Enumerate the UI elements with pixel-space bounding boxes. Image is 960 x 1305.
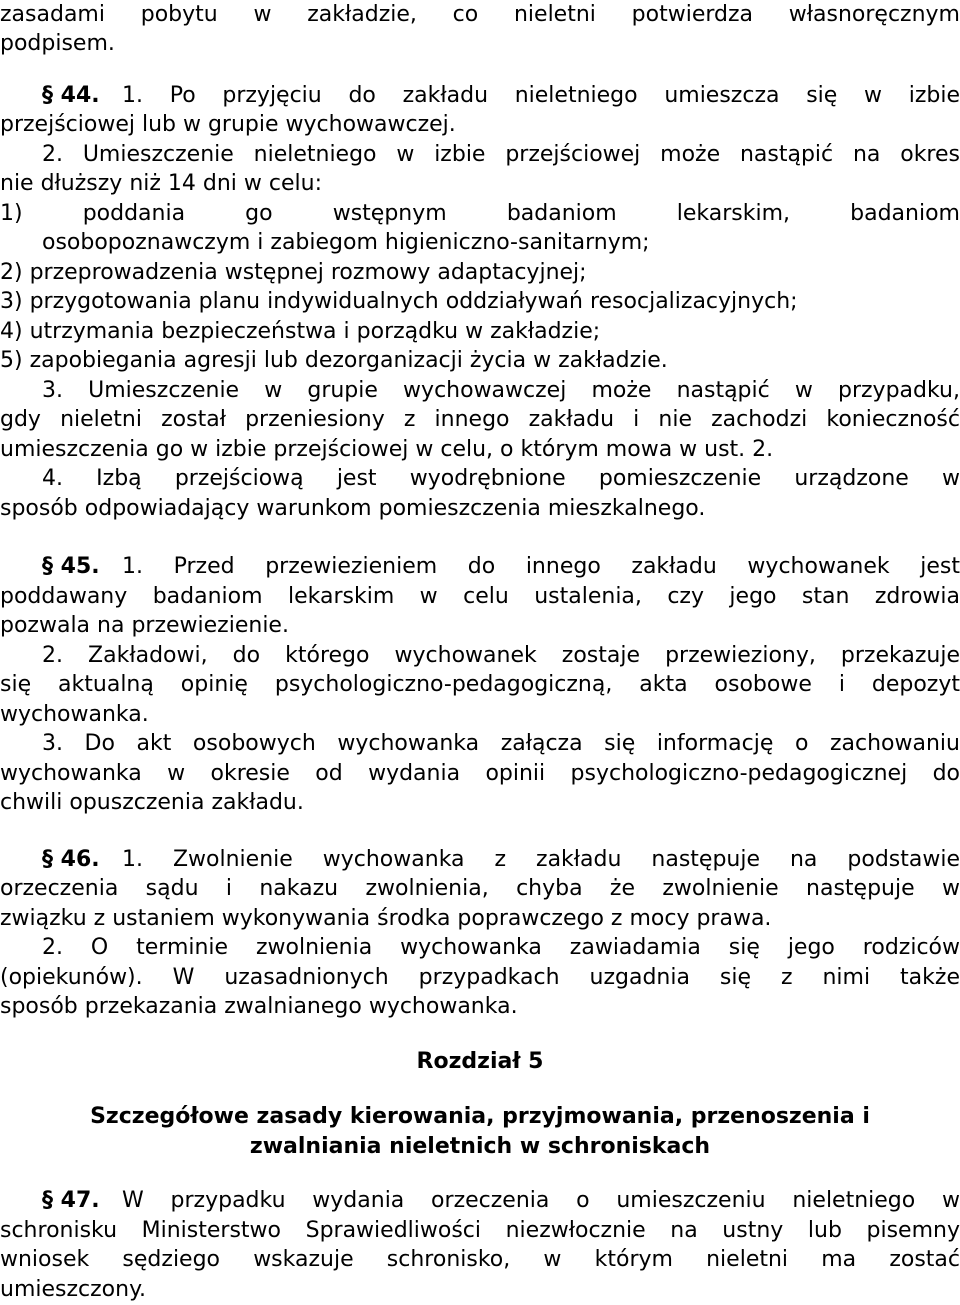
text-line: przejściowej lub w grupie wychowawczej. [0,112,456,137]
section-44-label: § 44. [42,83,100,108]
chapter-title: Szczegółowe zasady kierowania, przyjmowania, przenoszenia i [90,1104,870,1129]
list-item: 5) zapobiegania agresji lub dezorganizacji życia w zakładzie. [0,348,668,373]
text-line: W przypadku wydania orzeczenia o umieszczeniu nieletniego w [122,1188,960,1213]
list-item: 4) utrzymania bezpieczeństwa i porządku w zakładzie; [0,319,601,344]
text-line: 1. Po przyjęciu do zakładu nieletniego umieszcza się w izbie [122,83,960,108]
text-line: (opiekunów). W uzasadnionych przypadkach uzgadnia się z nimi także [0,965,960,990]
text-line: się aktualną opinię psychologiczno-pedagogiczną, akta osobowe i depozyt [0,672,960,697]
text-line: podpisem. [0,31,115,56]
chapter-heading: Rozdział 5 [416,1049,544,1074]
section-45-label: § 45. [42,554,100,579]
section-46-label: § 46. [42,847,100,872]
list-item: 2) przeprowadzenia wstępnej rozmowy adaptacyjnej; [0,260,587,285]
text-line: wniosek sędziego wskazuje schronisko, w którym nieletni ma zostać [0,1247,960,1272]
list-item: 3) przygotowania planu indywidualnych oddziaływań resocjalizacyjnych; [0,289,798,314]
text-line: wychowanka. [0,702,149,727]
text-line: orzeczenia sądu i nakazu zwolnienia, chyba że zwolnienie następuje w [0,876,960,901]
text-line: gdy nieletni został przeniesiony z innego zakładu i nie zachodzi konieczność [0,407,960,432]
text-line: 3. Do akt osobowych wychowanka załącza się informację o zachowaniu [42,731,960,756]
text-line: związku z ustaniem wykonywania środka poprawczego z mocy prawa. [0,906,772,931]
text-line: 1. Przed przewiezieniem do innego zakładu wychowanek jest [122,554,960,579]
text-line: zasadami pobytu w zakładzie, co nieletni potwierdza własnoręcznym [0,2,960,27]
text-line: 2. O terminie zwolnienia wychowanka zawiadamia się jego rodziców [42,935,960,960]
text-line: 4. Izbą przejściową jest wyodrębnione pomieszczenie urządzone w [42,466,960,491]
text-line: nie dłuższy niż 14 dni w celu: [0,171,322,196]
text-line: chwili opuszczenia zakładu. [0,790,304,815]
text-line: 2. Umieszczenie nieletniego w izbie przejściowej może nastąpić na okres [42,142,960,167]
text-line: sposób odpowiadający warunkom pomieszczenia mieszkalnego. [0,496,706,521]
section-47-label: § 47. [42,1188,100,1213]
text-line: poddawany badaniom lekarskim w celu ustalenia, czy jego stan zdrowia [0,584,960,609]
text-line: 1. Zwolnienie wychowanka z zakładu następuje na podstawie [122,847,960,872]
chapter-title: zwalniania nieletnich w schroniskach [249,1134,711,1159]
text-line: 2. Zakładowi, do którego wychowanek zostaje przewieziony, przekazuje [42,643,960,668]
text-line: umieszczenia go w izbie przejściowej w celu, o którym mowa w ust. 2. [0,437,774,462]
text-line: schronisku Ministerstwo Sprawiedliwości niezwłocznie na ustny lub pisemny [0,1218,960,1243]
text-line: sposób przekazania zwalnianego wychowanka. [0,994,518,1019]
text-line: 3. Umieszczenie w grupie wychowawczej może nastąpić w przypadku, [42,378,960,403]
list-item: 1) poddania go wstępnym badaniom lekarskim, badaniom [0,201,960,226]
text-line: wychowanka w okresie od wydania opinii psychologiczno-pedagogicznej do [0,761,960,786]
text-line: umieszczony. [0,1277,146,1302]
list-item-continuation: osobopoznawczym i zabiegom higieniczno-sanitarnym; [42,230,650,255]
text-line: pozwala na przewiezienie. [0,613,289,638]
